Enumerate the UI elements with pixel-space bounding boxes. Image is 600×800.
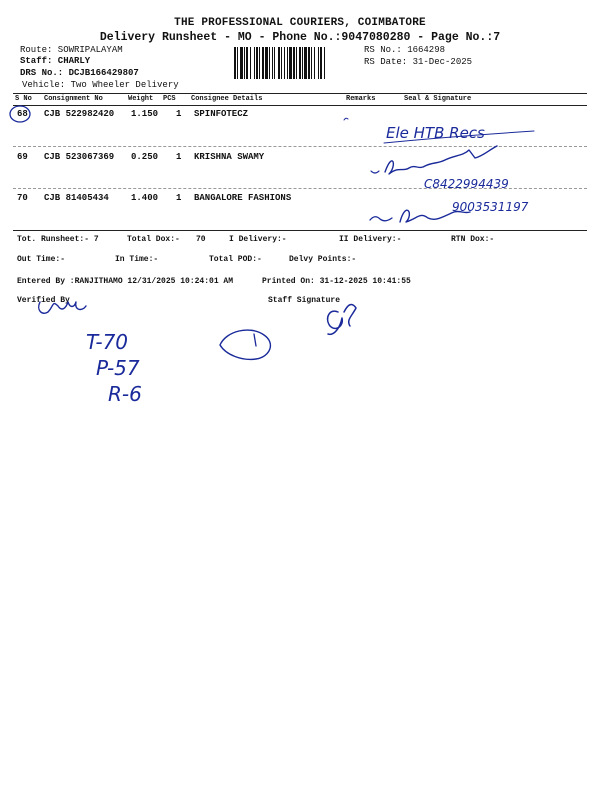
rs-date: RS Date: 31-Dec-2025 bbox=[364, 57, 473, 67]
out-time: Out Time:- bbox=[17, 255, 66, 264]
col-remarks: Remarks bbox=[346, 95, 376, 103]
route-label: Route: SOWRIPALAYAM bbox=[20, 45, 123, 55]
circle-mark-icon bbox=[10, 106, 30, 122]
verified-by-initials bbox=[39, 302, 86, 313]
rtn-dox: RTN Dox:- bbox=[451, 235, 495, 244]
entered-by: Entered By :RANJITHAMO 12/31/2025 10:24:01 AM bbox=[17, 277, 234, 286]
col-sno: S No bbox=[15, 95, 32, 103]
row-weight: 1.400 bbox=[131, 193, 159, 203]
drs-number: DRS No.: DCJB166429807 bbox=[20, 68, 139, 78]
total-dox-value: 70 bbox=[196, 235, 206, 244]
row69-signature bbox=[385, 146, 497, 174]
row-pcs: 1 bbox=[176, 109, 182, 119]
delvy-points: Delvy Points:- bbox=[289, 255, 357, 264]
row-consignee: BANGALORE FASHIONS bbox=[194, 193, 292, 203]
company-title: THE PROFESSIONAL COURIERS, COIMBATORE bbox=[174, 17, 426, 29]
row-pcs: 1 bbox=[176, 193, 182, 203]
rs-number: RS No.: 1664298 bbox=[364, 45, 446, 55]
row-consignment: CJB 81405434 bbox=[44, 193, 109, 203]
row-weight: 0.250 bbox=[131, 152, 159, 162]
staff-signature-ink bbox=[328, 305, 356, 335]
row-pcs: 1 bbox=[176, 152, 182, 162]
total-pod: Total POD:- bbox=[209, 255, 262, 264]
tally-p: P-57 bbox=[96, 356, 140, 380]
row68-handwritten-remark: Ele HTB Recs bbox=[386, 124, 485, 142]
tally-t: T-70 bbox=[86, 330, 129, 354]
col-consignment: Consignment No bbox=[44, 95, 103, 103]
row-consignee: KRISHNA SWAMY bbox=[194, 152, 265, 162]
row69-phone: C8422994439 bbox=[424, 177, 509, 191]
ink-mark bbox=[254, 334, 256, 346]
col-seal-signature: Seal & Signature bbox=[404, 95, 472, 103]
tick-mark-icon bbox=[344, 118, 348, 120]
printed-on: Printed On: 31-12-2025 10:41:55 bbox=[262, 277, 411, 286]
row-consignment: CJB 523067369 bbox=[44, 152, 115, 162]
total-dox-label: Total Dox:- bbox=[127, 235, 180, 244]
col-pcs: PCS bbox=[163, 95, 176, 103]
row-sno: 70 bbox=[17, 193, 28, 203]
i-delivery: I Delivery:- bbox=[229, 235, 287, 244]
ink-mark bbox=[371, 171, 379, 173]
staff-signature-label: Staff Signature bbox=[268, 296, 341, 305]
tally-r: R-6 bbox=[108, 382, 142, 406]
ink-mark bbox=[370, 217, 392, 221]
row-consignment: CJB 522982420 bbox=[44, 109, 115, 119]
col-consignee: Consignee Details bbox=[191, 95, 263, 103]
col-weight: Weight bbox=[128, 95, 154, 103]
verified-by: Verified By bbox=[17, 296, 70, 305]
row-sno: 68 bbox=[17, 109, 28, 119]
vehicle-label: Vehicle: Two Wheeler Delivery bbox=[22, 80, 179, 90]
ii-delivery: II Delivery:- bbox=[339, 235, 402, 244]
row-consignee: SPINFOTECZ bbox=[194, 109, 249, 119]
row70-phone: 9003531197 bbox=[452, 200, 529, 214]
row-sno: 69 bbox=[17, 152, 28, 162]
runsheet-title: Delivery Runsheet - MO - Phone No.:9047080280 - Page No.:7 bbox=[99, 31, 501, 44]
total-runsheet: Tot. Runsheet:- 7 bbox=[17, 235, 99, 244]
row-weight: 1.150 bbox=[131, 109, 159, 119]
in-time: In Time:- bbox=[115, 255, 159, 264]
staff-label: Staff: CHARLY bbox=[20, 56, 91, 66]
ink-scribble bbox=[220, 330, 270, 359]
